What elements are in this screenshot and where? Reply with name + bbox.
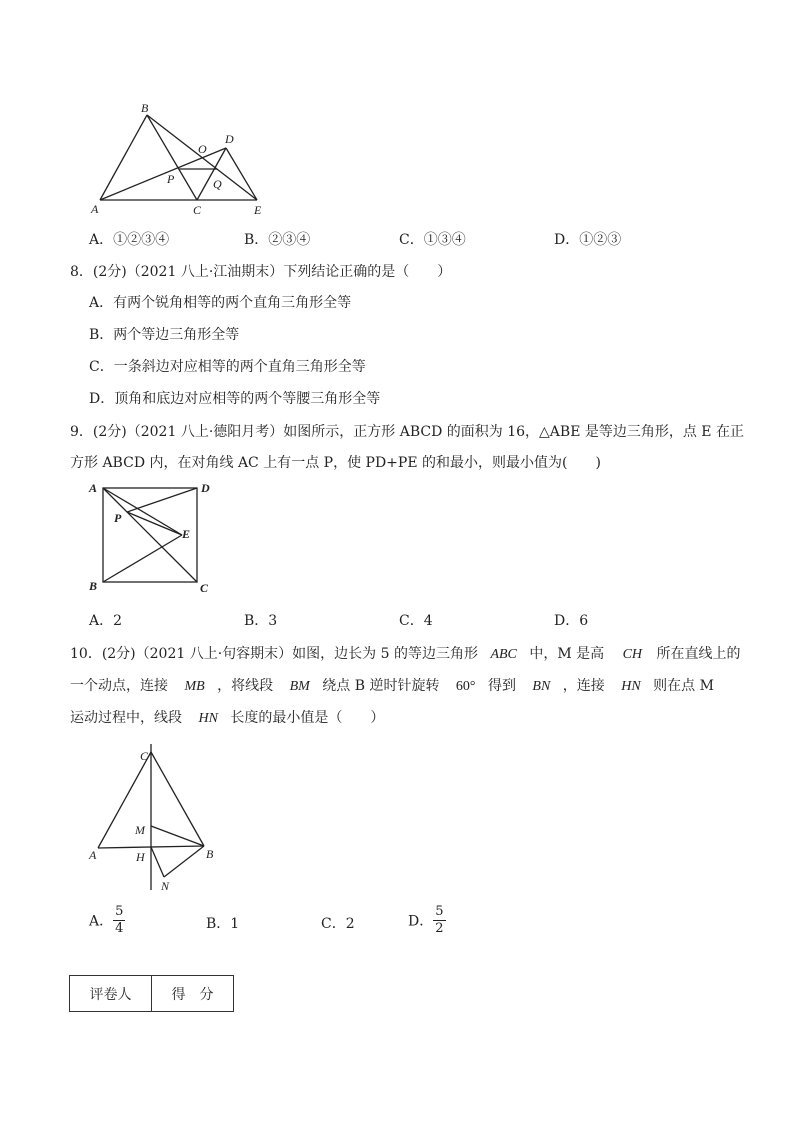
- q9-stem-line1: 9．(2分)（2021 八上·德阳月考）如图所示，正方形 ABCD 的面积为 16，△ABE 是等边三角形，点 E 在正: [70, 424, 744, 440]
- q10-math-bm: BM: [289, 679, 310, 694]
- q7-option-a[interactable]: A．①②③④: [89, 232, 170, 248]
- q10-label-h: H: [136, 850, 145, 864]
- q10-segment-mb: [151, 826, 204, 846]
- q10-option-a-fraction: $\frac{5}{4}$: [115, 904, 124, 936]
- q10-segment-hn: [151, 847, 164, 877]
- q9-label-c: C: [200, 581, 209, 595]
- q7-label-c: C: [193, 203, 202, 217]
- q7-segment-ad: [100, 148, 226, 200]
- q8-option-c[interactable]: C．一条斜边对应相等的两个直角三角形全等: [89, 359, 366, 375]
- q9-segment-be: [103, 535, 182, 582]
- q10-option-a[interactable]: A． $\frac{5}{4}$: [89, 904, 124, 936]
- q8-option-a[interactable]: A．有两个锐角相等的两个直角三角形全等: [89, 295, 352, 311]
- q7-label-p: P: [167, 172, 175, 186]
- q9-figure: [85, 478, 220, 598]
- q10-stem-line2: 一个动点，连接 MB ，将线段 BM 绕点 B 逆时针旋转 60° 得到 BN ，连接 HN 则在点 M: [70, 678, 714, 694]
- q10-segment-cb: [151, 752, 204, 846]
- q7-option-c[interactable]: C．①③④: [399, 232, 466, 248]
- score-table: [69, 975, 234, 1012]
- q7-segment-ab: [100, 115, 147, 200]
- q7-option-d[interactable]: D．①②③: [554, 232, 622, 248]
- q7-label-e: E: [254, 203, 262, 217]
- q10-stem-line3: 运动过程中，线段 HN 长度的最小值是（ ）: [70, 710, 385, 726]
- q10-option-c[interactable]: C．2: [321, 916, 355, 932]
- score-table-grader: 评卷人: [70, 976, 152, 1012]
- q7-label-q: Q: [213, 177, 222, 191]
- q9-label-e: E: [182, 527, 191, 541]
- q10-math-abc: ABC: [490, 647, 517, 662]
- q10-label-a: A: [89, 848, 97, 862]
- q7-label-d: D: [225, 132, 234, 146]
- q7-segment-de: [226, 148, 257, 200]
- q10-option-d[interactable]: D． $\frac{5}{2}$: [408, 904, 444, 936]
- q10-label-c: C: [140, 749, 149, 763]
- q8-option-d[interactable]: D．顶角和底边对应相等的两个等腰三角形全等: [89, 391, 381, 407]
- q9-segment-pd: [127, 488, 197, 512]
- q9-label-b: B: [89, 579, 98, 593]
- q10-math-hn: HN: [621, 679, 641, 694]
- q9-option-d[interactable]: D．6: [554, 613, 589, 629]
- q9-label-p: P: [114, 511, 122, 525]
- q9-option-b[interactable]: B．3: [244, 613, 278, 629]
- q7-option-b[interactable]: B．②③④: [244, 232, 311, 248]
- q10-figure: [85, 742, 225, 897]
- q7-label-b: B: [141, 101, 149, 115]
- q7-label-a: A: [91, 202, 99, 216]
- q10-option-b[interactable]: B．1: [206, 916, 240, 932]
- q10-math-mb: MB: [184, 679, 205, 694]
- q10-label-n: N: [161, 879, 170, 893]
- q10-math-bn: BN: [532, 679, 551, 694]
- q9-option-c[interactable]: C．4: [399, 613, 433, 629]
- q10-label-m: M: [135, 823, 145, 837]
- q7-figure: [85, 98, 275, 220]
- q7-segment-bc: [147, 115, 197, 200]
- score-table-score: 得 分: [152, 976, 234, 1012]
- q8-stem: 8．(2分)（2021 八上·江油期末）下列结论正确的是（ ）: [70, 264, 452, 280]
- q9-segment-pe: [127, 512, 182, 535]
- q10-math-ch: CH: [622, 647, 643, 662]
- q9-option-a[interactable]: A．2: [89, 613, 123, 629]
- q10-label-b: B: [206, 847, 214, 861]
- q9-stem-line2: 方形 ABCD 内，在对角线 AC 上有一点 P，使 PD+PE 的和最小，则最小值为( ): [70, 455, 601, 471]
- q10-math-angle: 60°: [455, 679, 476, 694]
- q10-segment-bn: [164, 846, 204, 877]
- q10-stem-line1: 10．(2分)（2021 八上·句容期末）如图，边长为 5 的等边三角形 ABC 中，M 是高 CH 所在直线上的: [70, 646, 741, 662]
- q8-option-b[interactable]: B．两个等边三角形全等: [89, 327, 240, 343]
- q9-label-a: A: [89, 481, 98, 495]
- q9-label-d: D: [201, 481, 210, 495]
- q10-math-hn-2: HN: [198, 711, 218, 726]
- q7-label-o: O: [198, 142, 207, 156]
- q10-option-d-fraction: $\frac{5}{2}$: [435, 904, 444, 936]
